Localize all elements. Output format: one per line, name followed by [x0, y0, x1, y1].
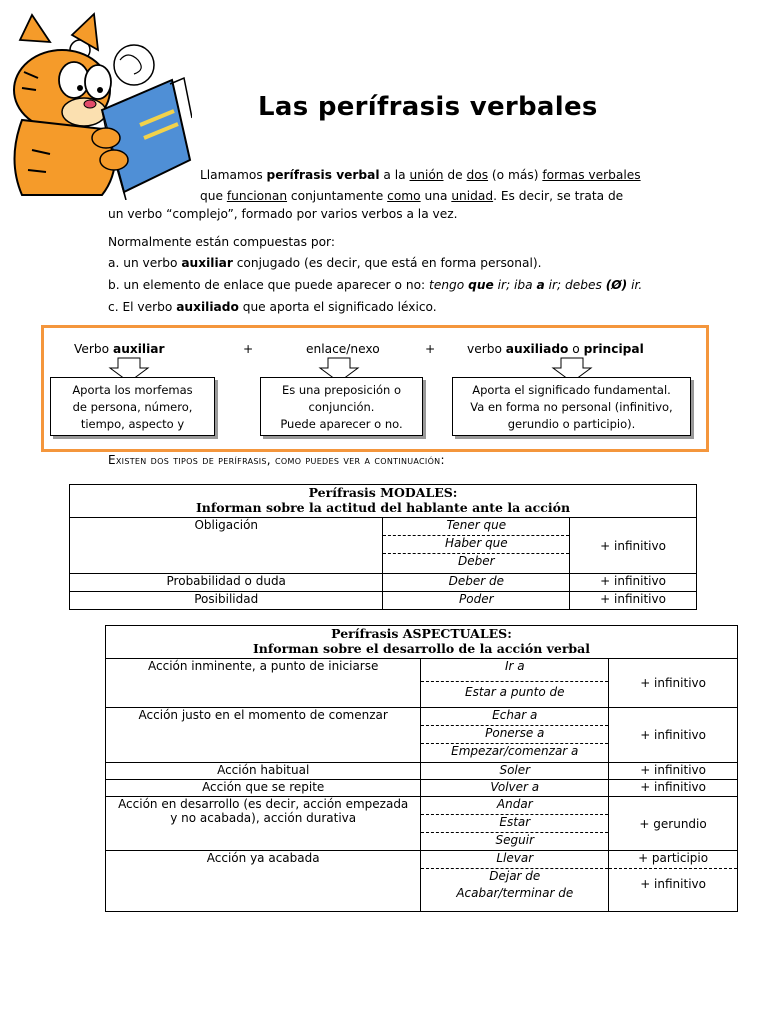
- form-cell: Deber: [458, 554, 495, 568]
- result-cell: + participio: [609, 851, 737, 869]
- aspectuales-heading: Perífrasis ASPECTUALES:: [331, 626, 512, 641]
- result-cell: + infinitivo: [640, 728, 706, 742]
- form-cell: Haber que: [383, 536, 569, 554]
- row-label: Posibilidad: [194, 592, 259, 606]
- composition-item-a: a. un verbo auxiliar conjugado (es decir, que está en forma personal).: [108, 256, 542, 270]
- form-cell: Andar: [421, 797, 608, 815]
- row-label: Acción habitual: [217, 763, 310, 777]
- composition-lead: Normalmente están compuestas por:: [108, 235, 335, 249]
- form-cell: Acabar/terminar de: [456, 886, 574, 900]
- aspectuales-table: [105, 625, 738, 912]
- form-cell: Estar a punto de: [465, 685, 565, 699]
- composition-item-c: c. El verbo auxiliado que aporta el significado léxico.: [108, 300, 437, 314]
- form-cell: Deber de: [448, 574, 504, 588]
- form-cell: Ir a: [421, 659, 608, 682]
- row-label: Acción en desarrollo (es decir, acción empezada y no acabada), acción durativa: [118, 797, 409, 825]
- types-intro-line: Existen dos tipos de perífrasis, como puedes ver a continuación:: [108, 453, 445, 467]
- table-row: [70, 518, 697, 574]
- row-label: Obligación: [194, 518, 259, 532]
- table-row: [106, 708, 738, 763]
- page-title: Las perífrasis verbales: [258, 92, 598, 122]
- modales-subheading: Informan sobre la actitud del hablante ante la acción: [195, 500, 571, 515]
- form-cell: Llevar: [421, 851, 608, 869]
- diagram-box-auxiliado: Aporta el significado fundamental. Va en forma no personal (infinitivo, gerundio o participio).: [452, 377, 691, 436]
- intro-line-2: que funcionan conjuntamente como una unidad. Es decir, se trata de: [200, 189, 624, 203]
- diagram-col3-heading: verbo auxiliado o principal: [467, 342, 644, 356]
- intro-line-3: un verbo “complejo”, formado por varios verbos a la vez.: [108, 207, 458, 221]
- diagram-plus-1: +: [243, 342, 254, 356]
- form-cell: Empezar/comenzar a: [451, 744, 579, 758]
- table-row: [106, 780, 738, 797]
- form-cell: Dejar de: [489, 869, 541, 883]
- aspectuales-subheading: Informan sobre el desarrollo de la acción verbal: [252, 641, 591, 656]
- table-row: [70, 592, 697, 610]
- result-cell: + infinitivo: [600, 574, 666, 588]
- row-label: Acción que se repite: [202, 780, 325, 794]
- form-cell: Tener que: [383, 518, 569, 536]
- diagram-plus-2: +: [425, 342, 436, 356]
- form-cell: Soler: [499, 763, 531, 777]
- form-cell: Estar: [421, 815, 608, 833]
- diagram-col2-heading: enlace/nexo: [306, 342, 380, 356]
- table-header-row: [70, 485, 697, 518]
- table-row: [70, 574, 697, 592]
- form-cell: Poder: [459, 592, 494, 606]
- result-cell: + infinitivo: [640, 877, 706, 891]
- result-cell: + infinitivo: [640, 676, 706, 690]
- result-cell: + infinitivo: [640, 780, 706, 794]
- table-row: [106, 797, 738, 851]
- table-row: [106, 659, 738, 708]
- table-row: [106, 763, 738, 780]
- form-cell: Ponerse a: [421, 726, 608, 744]
- diagram-box-enlace: Es una preposición o conjunción. Puede aparecer o no.: [260, 377, 423, 436]
- row-label: Acción justo en el momento de comenzar: [138, 708, 388, 722]
- composition-item-b: b. un elemento de enlace que puede aparecer o no: tengo que ir; iba a ir; debes (Ø) ir.: [108, 278, 643, 292]
- result-cell: + infinitivo: [600, 592, 666, 606]
- row-label: Probabilidad o duda: [166, 574, 286, 588]
- result-cell: + infinitivo: [600, 538, 666, 553]
- diagram-box-auxiliar: Aporta los morfemas de persona, número, tiempo, aspecto y: [50, 377, 215, 436]
- table-row: [106, 851, 738, 912]
- result-cell: + infinitivo: [640, 763, 706, 777]
- row-label: Acción inminente, a punto de iniciarse: [148, 659, 379, 673]
- form-cell: Echar a: [421, 708, 608, 726]
- result-cell: + gerundio: [639, 816, 707, 831]
- diagram-col1-heading: Verbo auxiliar: [74, 342, 165, 356]
- intro-line-1: Llamamos perífrasis verbal a la unión de dos (o más) formas verbales: [200, 168, 641, 182]
- row-label: Acción ya acabada: [206, 851, 320, 865]
- table-header-row: [106, 626, 738, 659]
- form-cell: Volver a: [490, 780, 540, 794]
- modales-table: [69, 484, 697, 610]
- form-cell: Seguir: [495, 833, 535, 847]
- modales-heading: Perífrasis MODALES:: [308, 485, 458, 500]
